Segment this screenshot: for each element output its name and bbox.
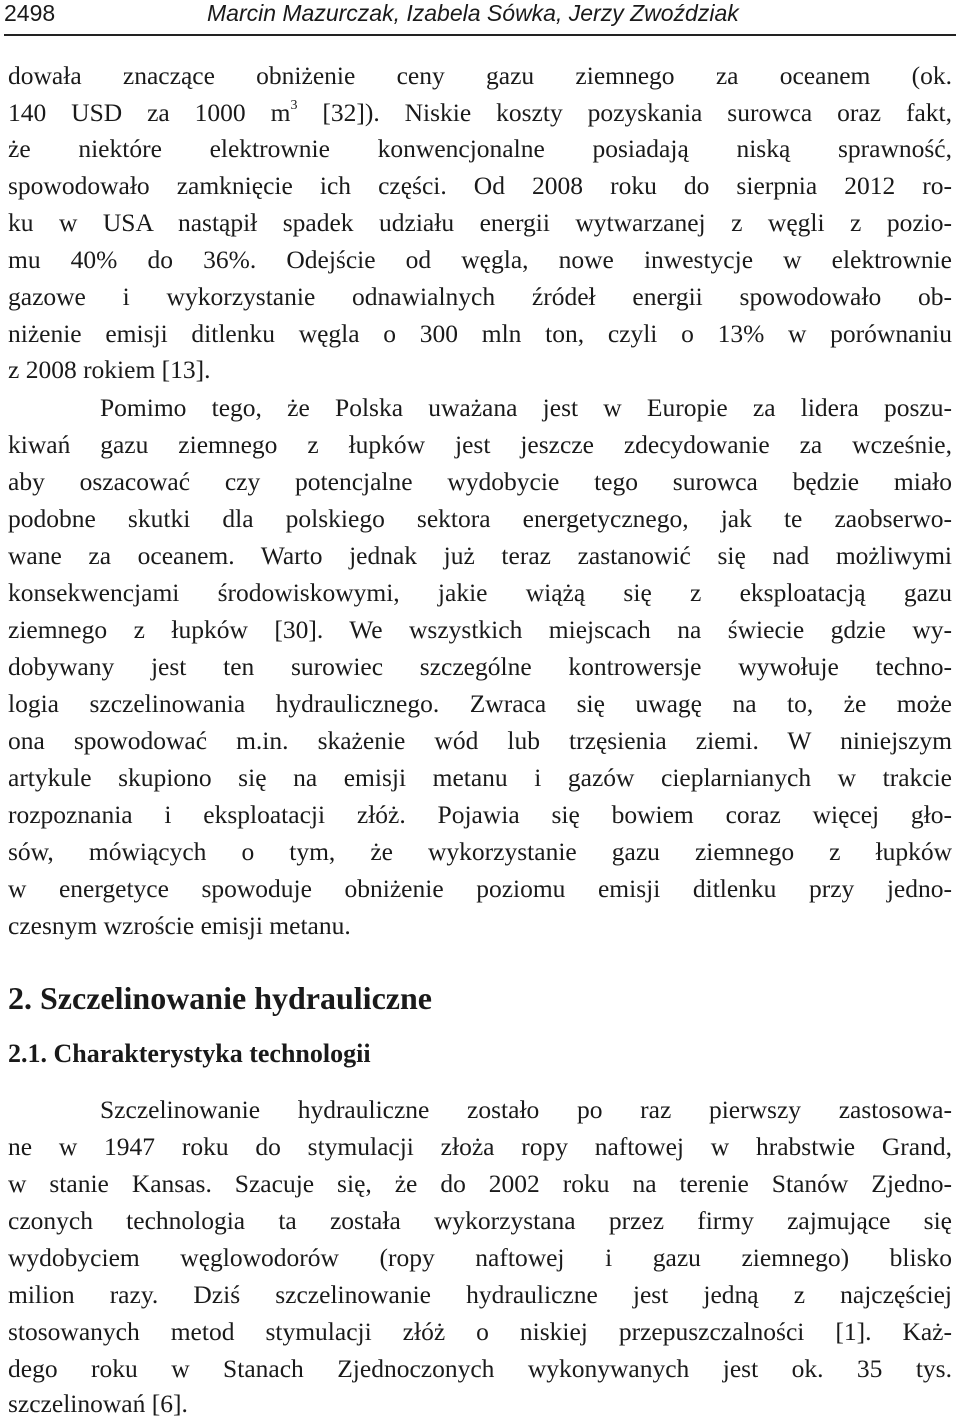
header-rule	[4, 34, 956, 36]
body-line: dego roku w Stanach Zjednoczonych wykonywanych jest ok. 35 tys.	[8, 1354, 952, 1383]
body-line: ku w USA nastąpił spadek udziału energii wytwarzanej z węgli z pozio-	[8, 208, 952, 237]
page-number: 2498	[4, 0, 56, 26]
body-line: mu 40% do 36%. Odejście od węgla, nowe inwestycje w elektrownie	[8, 245, 952, 274]
subsection-heading: 2.1. Charakterystyka technologii	[8, 1039, 371, 1068]
body-line: szczelinowań [6].	[8, 1389, 188, 1418]
body-line: konsekwencjami środowiskowymi, jakie wiążą się z eksploatacją gazu	[8, 578, 952, 607]
body-line: milion razy. Dziś szczelinowanie hydrauliczne jest jedną z najczęściej	[8, 1280, 952, 1309]
body-line: stosowanych metod stymulacji złóż o niskiej przepuszczalności [1]. Każ-	[8, 1317, 952, 1346]
body-line: spowodowało zamknięcie ich części. Od 2008 roku do sierpnia 2012 ro-	[8, 171, 952, 200]
body-line: dowała znaczące obniżenie ceny gazu ziemnego za oceanem (ok.	[8, 61, 952, 90]
running-header-authors: Marcin Mazurczak, Izabela Sówka, Jerzy Zwoździak	[207, 0, 739, 26]
body-line: rozpoznania i eksploatacji złóż. Pojawia się bowiem coraz więcej gło-	[8, 800, 952, 829]
body-line: Pomimo tego, że Polska uważana jest w Europie za lidera poszu-	[100, 393, 952, 422]
body-line: z 2008 rokiem [13].	[8, 355, 211, 384]
body-line: ziemnego z łupków [30]. We wszystkich miejscach na świecie gdzie wy-	[8, 615, 952, 644]
body-line	[8, 95, 952, 131]
body-line: kiwań gazu ziemnego z łupków jest jeszcze zdecydowanie za wcześnie,	[8, 430, 952, 459]
body-line: sów, mówiących o tym, że wykorzystanie gazu ziemnego z łupków	[8, 837, 952, 866]
body-line: wydobyciem węglowodorów (ropy naftowej i gazu ziemnego) blisko	[8, 1243, 952, 1272]
body-line: ne w 1947 roku do stymulacji złoża ropy naftowej w hrabstwie Grand,	[8, 1132, 952, 1161]
body-text: [32]). Niskie koszty pozyskania surowca oraz fakt,	[297, 98, 952, 127]
body-line: gazowe i wykorzystanie odnawialnych źródeł energii spowodowało ob-	[8, 282, 952, 311]
body-line: dobywany jest ten surowiec szczególne kontrowersje wywołuje techno-	[8, 652, 952, 681]
body-line: podobne skutki dla polskiego sektora energetycznego, jak te zaobserwo-	[8, 504, 952, 533]
body-line: czesnym wzroście emisji metanu.	[8, 911, 351, 940]
body-line: artykule skupiono się na emisji metanu i gazów cieplarnianych w trakcie	[8, 763, 952, 792]
running-header	[4, 0, 954, 30]
body-line: ona spowodować m.in. skażenie wód lub trzęsienia ziemi. W niniejszym	[8, 726, 952, 755]
body-line: aby oszacować czy potencjalne wydobycie tego surowca będzie miało	[8, 467, 952, 496]
body-line: że niektóre elektrownie konwencjonalne posiadają niską sprawność,	[8, 134, 952, 163]
body-line: Szczelinowanie hydrauliczne zostało po raz pierwszy zastosowa-	[100, 1095, 952, 1124]
body-line: wane za oceanem. Warto jednak już teraz zastanowić się nad możliwymi	[8, 541, 952, 570]
superscript: 3	[290, 97, 298, 113]
body-text: 140 USD za 1000 m	[8, 98, 291, 127]
body-line: czonych technologia ta została wykorzystana przez firmy zajmujące się	[8, 1206, 952, 1235]
section-heading: 2. Szczelinowanie hydrauliczne	[8, 980, 432, 1016]
body-line: niżenie emisji ditlenku węgla o 300 mln ton, czyli o 13% w porównaniu	[8, 319, 952, 348]
body-line: w stanie Kansas. Szacuje się, że do 2002 roku na terenie Stanów Zjedno-	[8, 1169, 952, 1198]
body-line: w energetyce spowoduje obniżenie poziomu emisji ditlenku przy jedno-	[8, 874, 952, 903]
body-line: logia szczelinowania hydraulicznego. Zwraca się uwagę na to, że może	[8, 689, 952, 718]
